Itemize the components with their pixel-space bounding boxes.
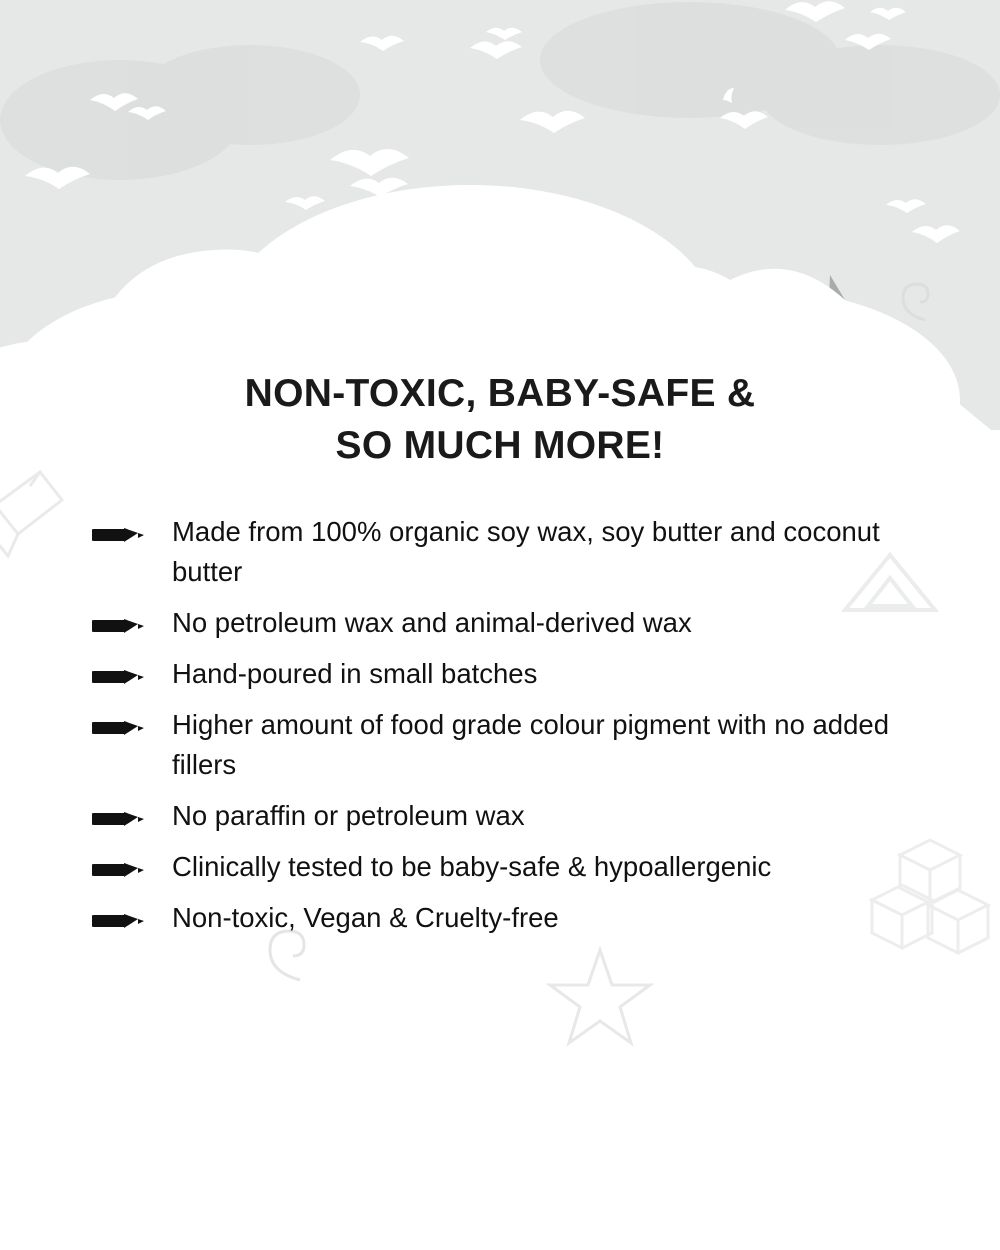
list-item (92, 796, 912, 836)
list-item-label: Hand-poured in small batches (172, 658, 538, 689)
list-item-label: No petroleum wax and animal-derived wax (172, 607, 692, 638)
pencil-icon (92, 713, 146, 743)
pencil-icon (92, 662, 146, 692)
feature-list (92, 512, 912, 949)
page-title (0, 368, 1000, 472)
list-item-label: Higher amount of food grade colour pigment with no added fillers (172, 709, 889, 780)
list-item (92, 512, 912, 592)
list-item-label: Clinically tested to be baby-safe & hypoallergenic (172, 851, 772, 882)
list-item-label: No paraffin or petroleum wax (172, 800, 525, 831)
list-item (92, 847, 912, 887)
list-item-label: Non-toxic, Vegan & Cruelty-free (172, 902, 559, 933)
pencil-icon (92, 804, 146, 834)
list-item (92, 898, 912, 938)
list-item (92, 705, 912, 785)
pencil-icon (92, 611, 146, 641)
pencil-icon (92, 855, 146, 885)
list-item (92, 654, 912, 694)
list-item-label: Made from 100% organic soy wax, soy butter and coconut butter (172, 516, 880, 587)
headline-line-2: SO MUCH MORE! (335, 424, 665, 467)
pencil-icon (92, 906, 146, 936)
headline-line-1: NON-TOXIC, BABY-SAFE & (244, 372, 756, 415)
list-item (92, 603, 912, 643)
pencil-icon (92, 520, 146, 550)
